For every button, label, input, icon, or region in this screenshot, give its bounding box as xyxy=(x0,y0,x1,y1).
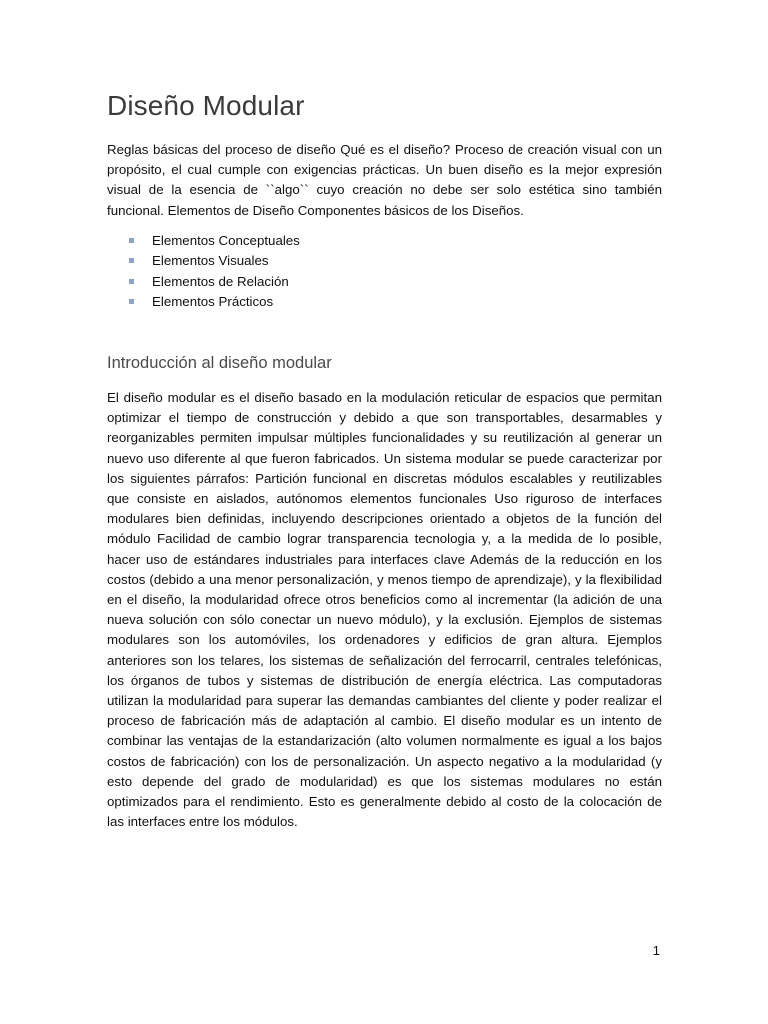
list-item-label: Elementos Prácticos xyxy=(152,293,274,309)
document-title: Diseño Modular xyxy=(107,90,305,121)
list-item-label: Elementos Visuales xyxy=(152,253,269,269)
list-item xyxy=(127,231,300,251)
square-bullet-icon xyxy=(129,258,134,263)
list-item-label: Elementos Conceptuales xyxy=(152,233,300,248)
elements-bullet-list xyxy=(127,231,300,312)
square-bullet-icon xyxy=(129,299,134,304)
body-paragraph: El diseño modular es el diseño basado en la modulación reticular de espacios que permitan optimizar el tiempo de construcción y debido a que son transportables, desarmables y reorganizables permiten impulsar múltiples funcionalidades y su reutilización al generar un nuevo uso diferente al que fueron fabricados. Un sistema modular se puede caracterizar por los siguientes párrafos: Partición funcional en discretas módulos escalables y reutilizables que consiste en aislados, autónomos elementos funcionales Uso riguroso de interfaces modulares bien definidas, incluyendo descripciones orientado a objetos de la función del módulo Facilidad de cambio lograr transparencia tecnologia y, a la medida de lo posible, hacer uso de estándares industriales para interfaces clave Además de la reducción en los costos (debido a una menor personalización, y menos tiempo de aprendizaje), y la flexibilidad en el diseño, la modularidad ofrece otros beneficios como al incrementar (la adición de una nueva solución con sólo conectar un nuevo módulo), y la exclusión. Ejemplos de sistemas modulares son los automóviles, los ordenadores y edificios de gran altura. Ejemplos anteriores son los telares, los sistemas de señalización del ferrocarril, centrales telefónicas, los órganos de tubos y sistemas de distribución de energía eléctrica. Las computadoras utilizan la modularidad para superar las demandas cambiantes del cliente y poder realizar el proceso de fabricación más de adaptación al cambio. El diseño modular es un intento de combinar las ventajas de la estandarización (alto volumen normalmente es igual a los bajos costos de fabricación) con los de personalización. Un aspecto negativo a la modularidad (y esto depende del grado de modularidad) es que los sistemas modulares no están optimizados para el rendimiento. Esto es generalmente debido al costo de la colocación de las interfaces entre los módulos. xyxy=(107,390,662,830)
list-item-label: Elementos de Relación xyxy=(152,273,289,289)
list-item xyxy=(127,292,300,312)
section-heading: Introducción al diseño modular xyxy=(107,354,332,372)
intro-paragraph: Reglas básicas del proceso de diseño Qué es el diseño? Proceso de creación visual con un propósito, el cual cumple con exigencias prácticas. Un buen diseño es la mejor expresión visual de la esencia de ``algo`` cuyo creación no debe ser solo estética sino también funcional. Elementos de Diseño Componentes básicos de los Diseños. xyxy=(107,142,662,218)
page-number: 1 xyxy=(652,943,660,958)
square-bullet-icon xyxy=(129,238,134,243)
square-bullet-icon xyxy=(129,279,134,284)
list-item xyxy=(127,272,300,292)
list-item xyxy=(127,251,300,271)
